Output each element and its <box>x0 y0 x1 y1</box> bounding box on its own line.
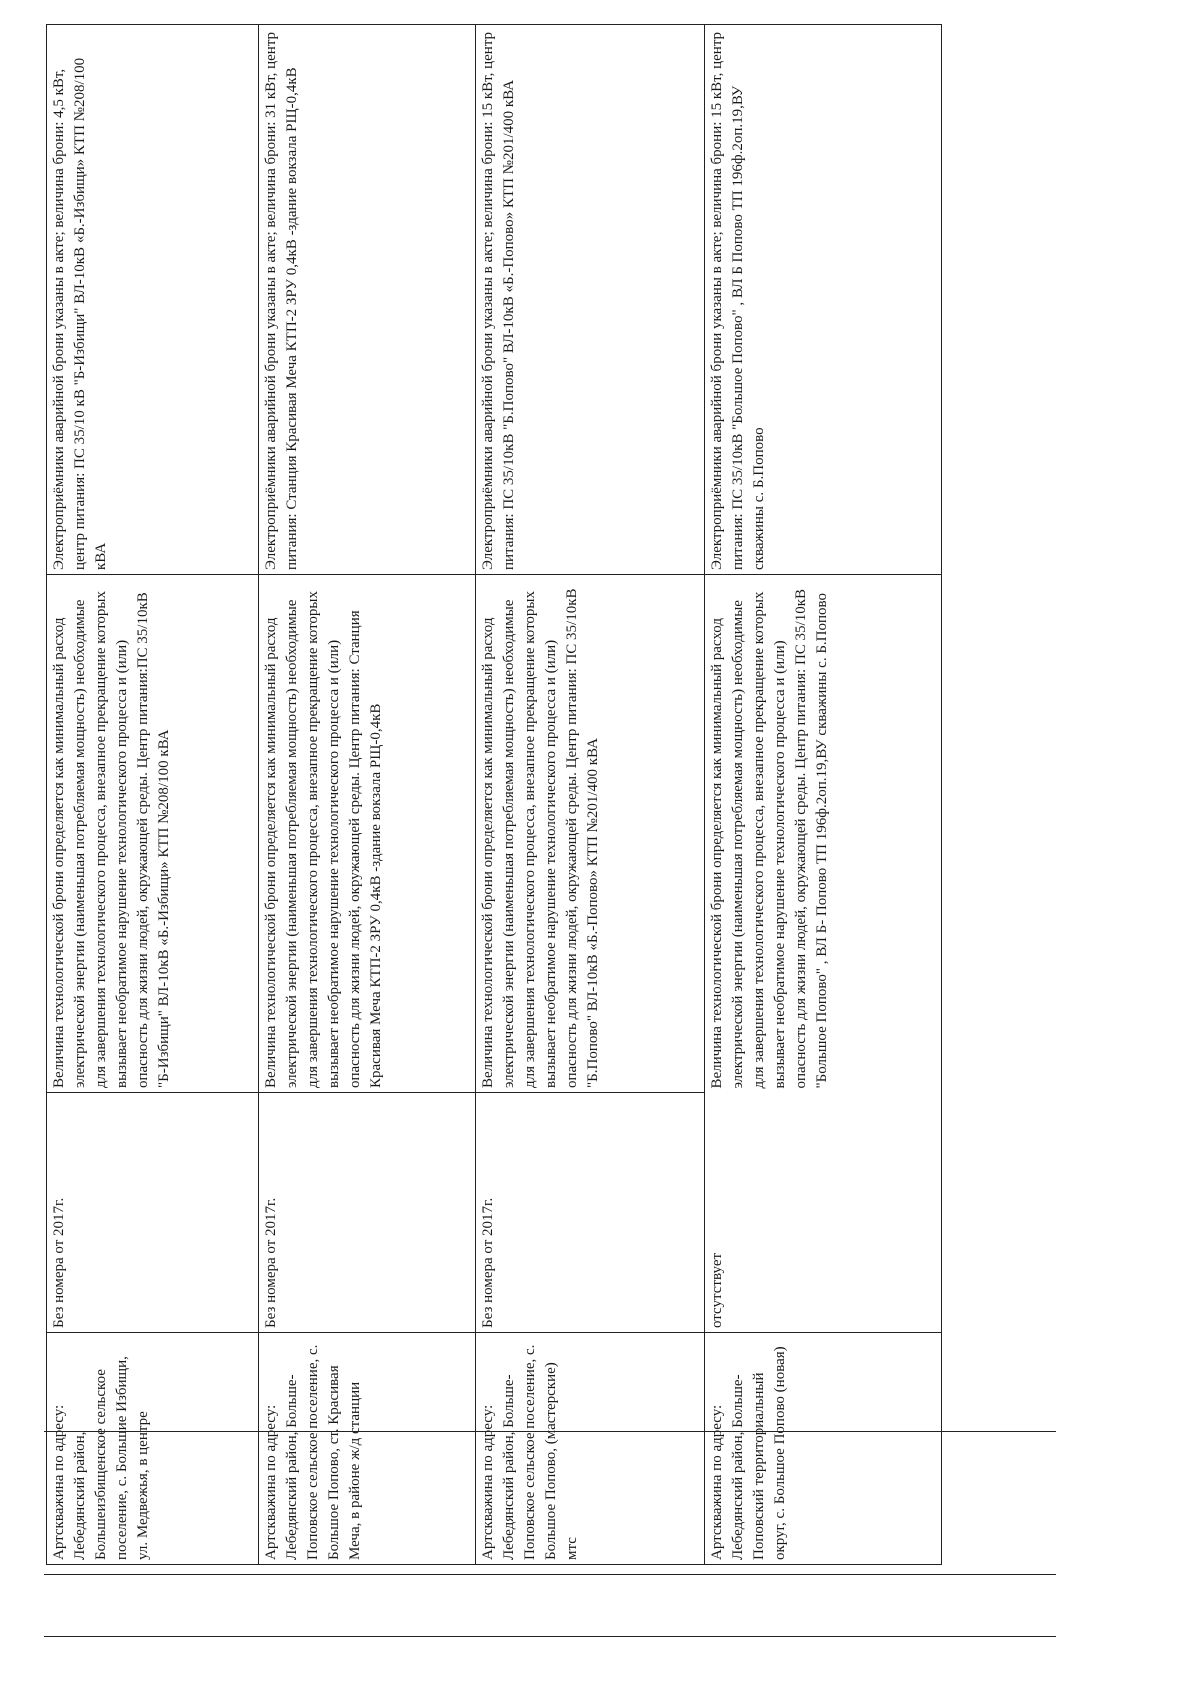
emergency-reserve-cell: Электроприёмники аварийной брони указаны в акте; величина брони: 15 кВт, центр питания: ПС 35/10кВ "Б.Попово" ВЛ-10кВ «Б.-Попово» КТП №201/400 кВА <box>476 25 705 575</box>
table-row <box>705 25 942 1565</box>
tech-reserve-cell: Величина технологической брони определяется как минимальный расход электрической энергии (наименьшая потребляемая мощность) необходимые для завершения технологического процесса, внезапное прекращение которых вызывает необратимое нарушение технологического процесса и (или) опасность для жизни людей, окружающей среды. Центр питания: ПС 35/10кВ "Большое Попово" , ВЛ Б- Попово ТП 196ф.2оп.19,ВУ скважины с. Б.Попово <box>705 575 942 1093</box>
emergency-reserve-cell: Электроприёмники аварийной брони указаны в акте; величина брони: 31 кВт, центр питания: Станция Красивая Меча КТП-2 ЗРУ 0,4кВ -здание вокзала РЩ-0,4кВ <box>259 25 476 575</box>
act-cell: Без номера от 2017г. <box>259 1093 476 1333</box>
object-address-cell: Артскважина по адресу: Лебедянский район, Больше-Поповский территориальный округ, с. Большое Попово (новая) <box>705 1333 942 1565</box>
act-cell: отсутствует <box>705 1093 942 1333</box>
tech-reserve-cell: Величина технологической брони определяется как минимальный расход электрической энергии (наименьшая потребляемая мощность) необходимые для завершения технологического процесса, внезапное прекращение которых вызывает необратимое нарушение технологического процесса и (или) опасность для жизни людей, окружающей среды. Центр питания: ПС 35/10кВ "Б.Попово" ВЛ-10кВ «Б.-Попово» КТП №201/400 кВА <box>476 575 705 1093</box>
page-rule-line <box>44 1636 1056 1637</box>
table-row <box>259 25 476 1565</box>
page-rule-line <box>44 1431 1056 1432</box>
act-cell: Без номера от 2017г. <box>47 1093 259 1333</box>
tech-reserve-cell: Величина технологической брони определяется как минимальный расход электрической энергии (наименьшая потребляемая мощность) необходимые для завершения технологического процесса, внезапное прекращение которых вызывает необратимое нарушение технологического процесса и (или) опасность для жизни людей, окружающей среды. Центр питания:ПС 35/10кВ "Б-Избищи" ВЛ-10кВ «Б.-Избищи» КТП №208/100 кВА <box>47 575 259 1093</box>
object-address-cell: Артскважина по адресу: Лебедянский район, Больше-Поповское сельское поселение, с. Большое Попово, (мастерские) мтс <box>476 1333 705 1565</box>
page-rule-line <box>44 1574 1056 1575</box>
tech-reserve-cell: Величина технологической брони определяется как минимальный расход электрической энергии (наименьшая потребляемая мощность) необходимые для завершения технологического процесса, внезапное прекращение которых вызывает необратимое нарушение технологического процесса и (или) опасность для жизни людей, окружающей среды. Центр питания: Станция Красивая Меча КТП-2 ЗРУ 0,4кВ -здание вокзала РЩ-0,4кВ <box>259 575 476 1093</box>
table-row <box>476 25 705 1565</box>
emergency-reserve-cell: Электроприёмники аварийной брони указаны в акте; величина брони: 4,5 кВт, центр питания: ПС 35/10 кВ "Б-Избищи" ВЛ-10кВ «Б.-Избищи» КТП №208/100 кВА <box>47 25 259 575</box>
object-address-cell: Артскважина по адресу: Лебедянский район, Большеизбищенское сельское поселение, с. Большие Избищи, ул. Медвежья, в центре <box>47 1333 259 1565</box>
emergency-reserve-cell: Электроприёмники аварийной брони указаны в акте; величина брони: 15 кВт, центр питания: ПС 35/10кВ "Большое Попово" , ВЛ Б Попово ТП 196ф.2оп.19,ВУ скважины с. Б.Попово <box>705 25 942 575</box>
rotated-page-content <box>46 25 1041 1565</box>
reserve-table <box>46 24 942 1565</box>
act-cell: Без номера от 2017г. <box>476 1093 705 1333</box>
table-row <box>47 25 259 1565</box>
object-address-cell: Артскважина по адресу: Лебедянский район, Больше-Поповское сельское поселение, с. Большое Попово, ст. Красивая Меча, в районе ж/д станции <box>259 1333 476 1565</box>
